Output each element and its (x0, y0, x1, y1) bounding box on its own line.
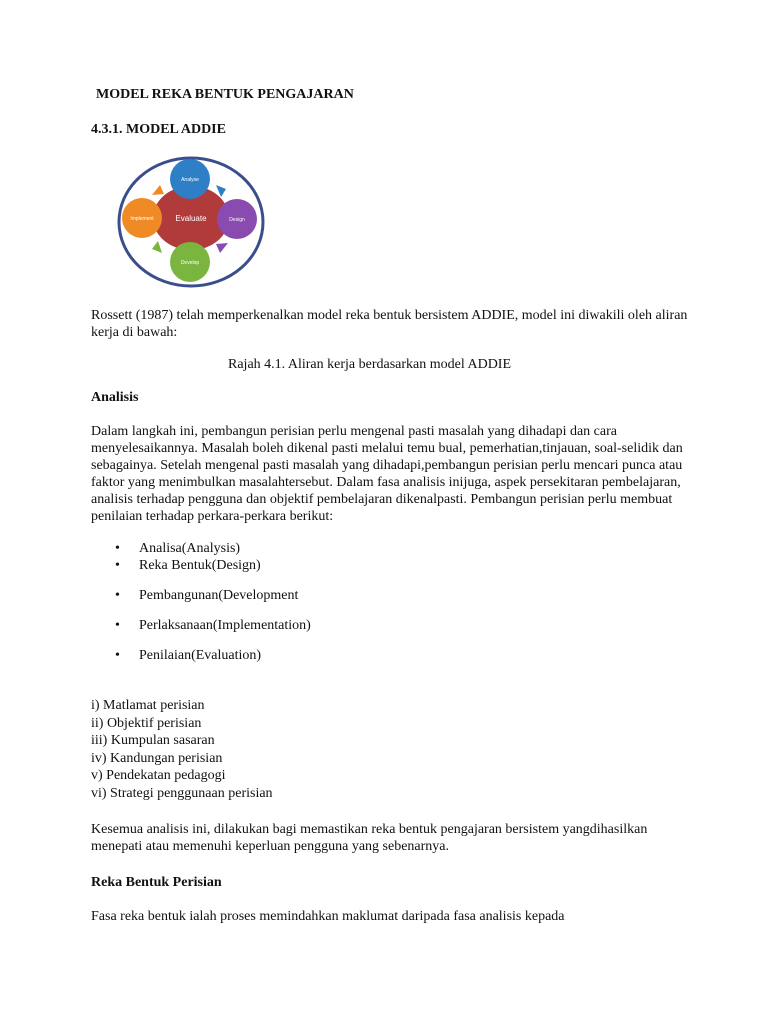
bullet-dot: • (115, 541, 120, 556)
design-label: Design (229, 217, 245, 223)
roman-item: ii) Objektif perisian (91, 715, 202, 731)
bullet-label: Penilaian(Evaluation) (139, 648, 262, 663)
bullet-item (115, 557, 261, 574)
figure-caption: Rajah 4.1. Aliran kerja berdasarkan model ADDIE (228, 357, 512, 372)
bullet-dot: • (115, 588, 120, 603)
bullet-list (115, 617, 311, 634)
main-heading: MODEL REKA BENTUK PENGAJARAN (96, 87, 354, 102)
roman-item: iii) Kumpulan sasaran (91, 733, 215, 748)
bullet-label: Reka Bentuk(Design) (139, 558, 261, 573)
bullet-item (115, 647, 261, 664)
implement-label: Implement (130, 216, 154, 222)
evaluate-label: Evaluate (175, 214, 207, 223)
bullet-label: Analisa(Analysis) (139, 541, 241, 556)
bullet-label: Pembangunan(Development (139, 588, 299, 603)
bullet-list (115, 647, 261, 664)
bullet-item (115, 617, 311, 634)
develop-label: Develop (180, 260, 200, 266)
analisis-paragraph: Dalam langkah ini, pembangun perisian perlu mengenal pasti masalah yang dihadapi dan cara menyelesaikannya. Masalah boleh dikenal pasti melalui temu bual, pemerhatian,tinjauan, soal-selidik dan sebagainya. Setelah mengenal pasti masalah yang dihadapi,pembangun perisian perlu mencari punca atau faktor yang menimbulkan masalahtersebut. Dalam fasa analisis inijuga, aspek persekitaran pembelajaran, analisis terhadap pengguna dan objektif pembelajaran dikenalpasti. Pembangun perisian perlu membuat penilaian terhadap perkara-perkara berikut: (91, 424, 683, 524)
section-number-heading: 4.3.1. MODEL ADDIE (91, 122, 226, 137)
bullet-dot: • (115, 558, 120, 573)
bullet-list (115, 587, 298, 604)
addie-diagram (116, 155, 266, 290)
section-analisis-title: Analisis (91, 390, 139, 405)
roman-item: vi) Strategi penggunaan perisian (91, 785, 273, 801)
roman-item: iv) Kandungan perisian (91, 750, 223, 766)
section-reka-bentuk-title: Reka Bentuk Perisian (91, 875, 222, 890)
roman-item: i) Matlamat perisian (91, 698, 205, 713)
bullet-list (115, 540, 261, 574)
reka-bentuk-paragraph: Fasa reka bentuk ialah proses memindahkan maklumat daripada fasa analisis kepada (91, 909, 565, 924)
bullet-dot: • (115, 648, 120, 663)
bullet-item (115, 540, 261, 557)
bullet-item (115, 587, 298, 604)
conclusion-paragraph: Kesemua analisis ini, dilakukan bagi memastikan reka bentuk pengajaran bersistem yangdihasilkan menepati atau memenuhi keperluan pengguna yang sebenarnya. (91, 822, 648, 854)
analyse-label: Analyse (181, 177, 199, 183)
roman-item: v) Pendekatan pedagogi (91, 768, 226, 783)
roman-list (91, 697, 273, 802)
bullet-label: Perlaksanaan(Implementation) (139, 618, 311, 633)
bullet-dot: • (115, 618, 120, 633)
intro-paragraph: Rossett (1987) telah memperkenalkan model reka bentuk bersistem ADDIE, model ini diwakili oleh aliran kerja di bawah: (91, 308, 688, 340)
